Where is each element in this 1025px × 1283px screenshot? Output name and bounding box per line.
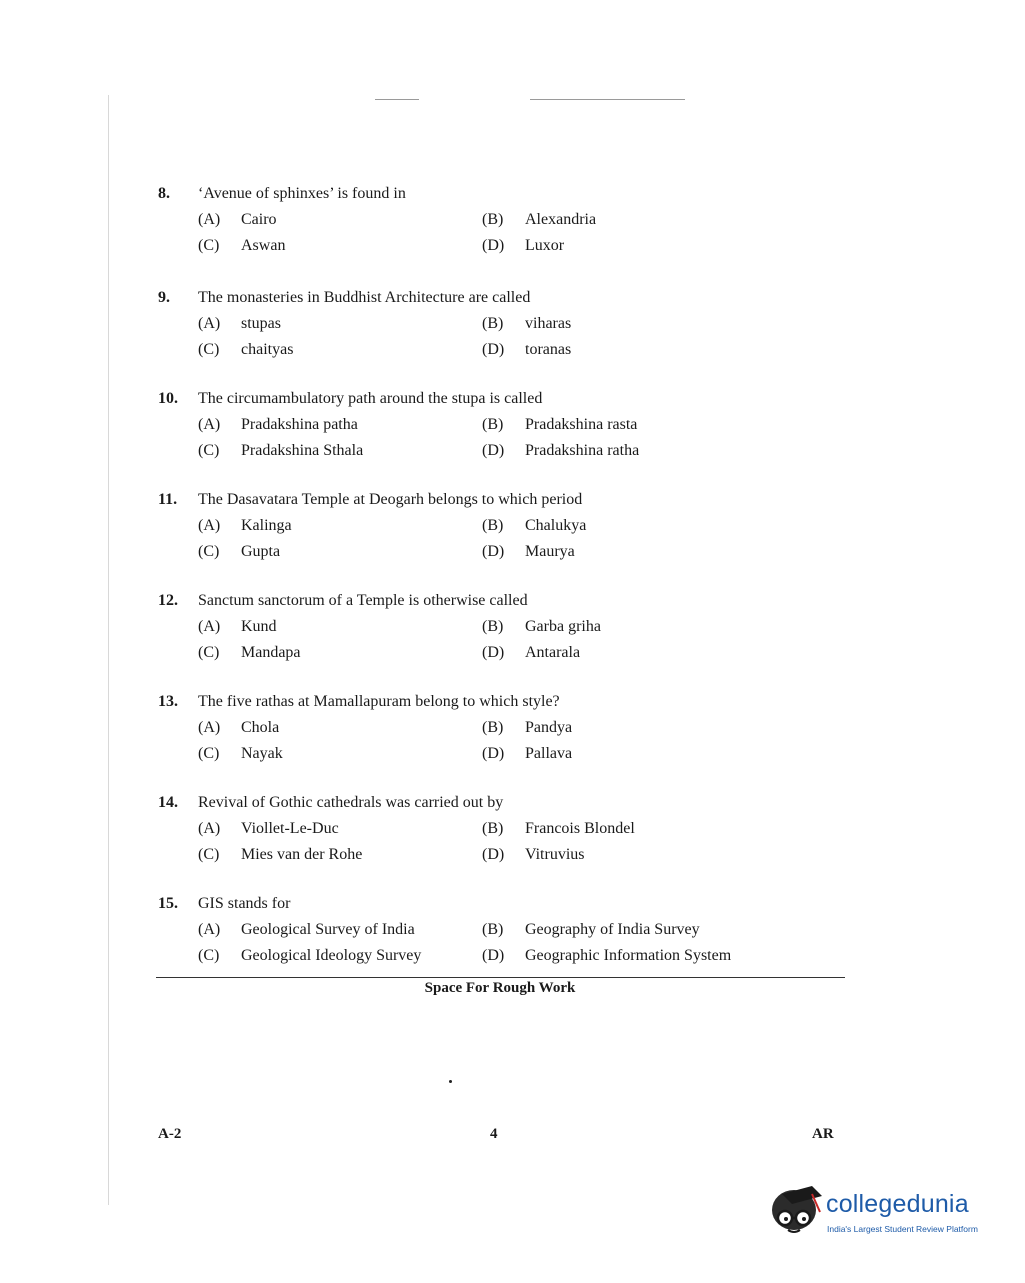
option-text: Mies van der Rohe — [241, 846, 363, 863]
header-rule — [530, 99, 685, 100]
option-text: toranas — [525, 341, 572, 358]
option-letter: (A) — [198, 315, 221, 332]
option-text: Geological Ideology Survey — [241, 947, 422, 964]
option-letter: (B) — [482, 719, 504, 736]
answer-option — [482, 745, 766, 763]
answer-option — [482, 543, 766, 561]
option-letter: (C) — [198, 846, 220, 863]
question-stem — [158, 689, 798, 715]
answer-option — [482, 846, 766, 864]
answer-option — [482, 719, 766, 737]
answer-option — [198, 921, 482, 939]
option-letter: (A) — [198, 211, 221, 228]
option-row — [158, 842, 798, 868]
option-letter: (D) — [482, 644, 505, 661]
option-text: Pandya — [525, 719, 573, 736]
rough-work-label: Space For Rough Work — [424, 980, 576, 996]
answer-option — [482, 618, 766, 636]
option-text: Pradakshina rasta — [525, 416, 638, 433]
option-letter: (C) — [198, 644, 220, 661]
option-row — [158, 741, 798, 767]
option-letter: (A) — [198, 618, 221, 635]
option-letter: (A) — [198, 719, 221, 736]
question-stem — [158, 181, 798, 207]
option-letter: (C) — [198, 442, 220, 459]
question-block — [158, 386, 798, 464]
option-row — [158, 438, 798, 464]
option-text: stupas — [241, 315, 281, 332]
answer-option — [482, 921, 766, 939]
option-letter: (A) — [198, 820, 221, 837]
option-text: Chalukya — [525, 517, 587, 534]
option-letter: (B) — [482, 921, 504, 938]
option-letter: (B) — [482, 211, 504, 228]
question-number: 11. — [158, 491, 178, 508]
question-block — [158, 689, 798, 767]
option-letter: (C) — [198, 745, 220, 762]
question-stem — [158, 588, 798, 614]
option-letter: (B) — [482, 517, 504, 534]
answer-option — [482, 237, 766, 255]
question-text: The five rathas at Mamallapuram belong to which style? — [198, 693, 560, 710]
answer-option — [198, 820, 482, 838]
option-letter: (A) — [198, 416, 221, 433]
answer-option — [198, 543, 482, 561]
answer-option — [198, 644, 482, 662]
option-letter: (B) — [482, 416, 504, 433]
option-text: Viollet-Le-Duc — [241, 820, 339, 837]
question-text: The Dasavatara Temple at Deogarh belongs to which period — [198, 491, 583, 508]
question-stem — [158, 790, 798, 816]
option-letter: (C) — [198, 543, 220, 560]
option-text: Luxor — [525, 237, 565, 254]
option-letter: (D) — [482, 442, 505, 459]
option-text: Garba griha — [525, 618, 601, 635]
answer-option — [198, 211, 482, 229]
question-text: GIS stands for — [198, 895, 291, 912]
question-block — [158, 181, 798, 259]
option-letter: (C) — [198, 947, 220, 964]
option-text: Maurya — [525, 543, 575, 560]
option-text: Mandapa — [241, 644, 301, 661]
question-text: Sanctum sanctorum of a Temple is otherwise called — [198, 592, 528, 609]
option-row — [158, 943, 798, 969]
option-text: Cairo — [241, 211, 277, 228]
answer-option — [198, 442, 482, 460]
option-row — [158, 715, 798, 741]
question-stem — [158, 285, 798, 311]
option-row — [158, 233, 798, 259]
option-letter: (D) — [482, 237, 505, 254]
option-text: Gupta — [241, 543, 281, 560]
option-row — [158, 816, 798, 842]
answer-option — [482, 517, 766, 535]
graduate-mascot-icon — [768, 1178, 826, 1248]
question-text: Revival of Gothic cathedrals was carried out by — [198, 794, 504, 811]
question-block — [158, 487, 798, 565]
answer-option — [198, 237, 482, 255]
question-block — [158, 790, 798, 868]
option-row — [158, 917, 798, 943]
option-letter: (D) — [482, 543, 505, 560]
question-number: 12. — [158, 592, 178, 609]
collegedunia-watermark — [768, 1178, 998, 1248]
option-text: Aswan — [241, 237, 286, 254]
brand-name: collegedunia — [826, 1190, 969, 1218]
option-text: Nayak — [241, 745, 283, 762]
question-stem — [158, 891, 798, 917]
option-letter: (C) — [198, 341, 220, 358]
answer-option — [198, 947, 482, 965]
option-letter: (B) — [482, 820, 504, 837]
binding-margin-line — [108, 95, 109, 1205]
question-text: The circumambulatory path around the stupa is called — [198, 390, 543, 407]
option-row — [158, 337, 798, 363]
option-text: viharas — [525, 315, 572, 332]
answer-option — [482, 315, 766, 333]
question-number: 9. — [158, 289, 170, 306]
answer-option — [198, 517, 482, 535]
question-stem — [158, 487, 798, 513]
option-text: Pradakshina ratha — [525, 442, 640, 459]
option-row — [158, 513, 798, 539]
header-rule — [375, 99, 419, 100]
option-text: Kund — [241, 618, 277, 635]
option-text: Geological Survey of India — [241, 921, 415, 938]
answer-option — [198, 341, 482, 359]
option-text: chaityas — [241, 341, 294, 358]
answer-option — [198, 745, 482, 763]
rough-work-divider — [156, 977, 845, 978]
option-letter: (B) — [482, 618, 504, 635]
question-block — [158, 891, 798, 969]
answer-option — [482, 442, 766, 460]
question-block — [158, 285, 798, 363]
option-row — [158, 539, 798, 565]
answer-option — [482, 820, 766, 838]
footer-booklet-code: A-2 — [158, 1126, 182, 1142]
footer-subject-code: AR — [812, 1126, 834, 1142]
question-number: 14. — [158, 794, 178, 811]
question-number: 10. — [158, 390, 178, 407]
option-letter: (A) — [198, 921, 221, 938]
answer-option — [198, 719, 482, 737]
option-letter: (C) — [198, 237, 220, 254]
option-text: Kalinga — [241, 517, 292, 534]
question-number: 15. — [158, 895, 178, 912]
question-number: 8. — [158, 185, 170, 202]
question-stem — [158, 386, 798, 412]
option-letter: (D) — [482, 341, 505, 358]
option-letter: (D) — [482, 947, 505, 964]
answer-option — [482, 211, 766, 229]
option-text: Francois Blondel — [525, 820, 635, 837]
answer-option — [482, 947, 766, 965]
option-text: Geography of India Survey — [525, 921, 700, 938]
option-text: Alexandria — [525, 211, 597, 228]
option-text: Pradakshina Sthala — [241, 442, 364, 459]
option-text: Vitruvius — [525, 846, 585, 863]
option-letter: (D) — [482, 745, 505, 762]
question-number: 13. — [158, 693, 178, 710]
question-text: ‘Avenue of sphinxes’ is found in — [198, 185, 406, 202]
option-text: Antarala — [525, 644, 581, 661]
answer-option — [482, 416, 766, 434]
option-row — [158, 614, 798, 640]
option-letter: (B) — [482, 315, 504, 332]
footer-page-number: 4 — [490, 1126, 498, 1142]
option-text: Pradakshina patha — [241, 416, 358, 433]
answer-option — [198, 416, 482, 434]
answer-option — [198, 618, 482, 636]
option-row — [158, 311, 798, 337]
option-row — [158, 412, 798, 438]
option-row — [158, 640, 798, 666]
stray-mark — [449, 1080, 452, 1083]
question-block — [158, 588, 798, 666]
option-text: Pallava — [525, 745, 573, 762]
option-text: Geographic Information System — [525, 947, 732, 964]
answer-option — [482, 341, 766, 359]
answer-option — [198, 846, 482, 864]
question-text: The monasteries in Buddhist Architecture are called — [198, 289, 531, 306]
option-letter: (A) — [198, 517, 221, 534]
option-letter: (D) — [482, 846, 505, 863]
brand-tagline: India's Largest Student Review Platform — [827, 1224, 978, 1234]
answer-option — [198, 315, 482, 333]
answer-option — [482, 644, 766, 662]
option-row — [158, 207, 798, 233]
option-text: Chola — [241, 719, 280, 736]
